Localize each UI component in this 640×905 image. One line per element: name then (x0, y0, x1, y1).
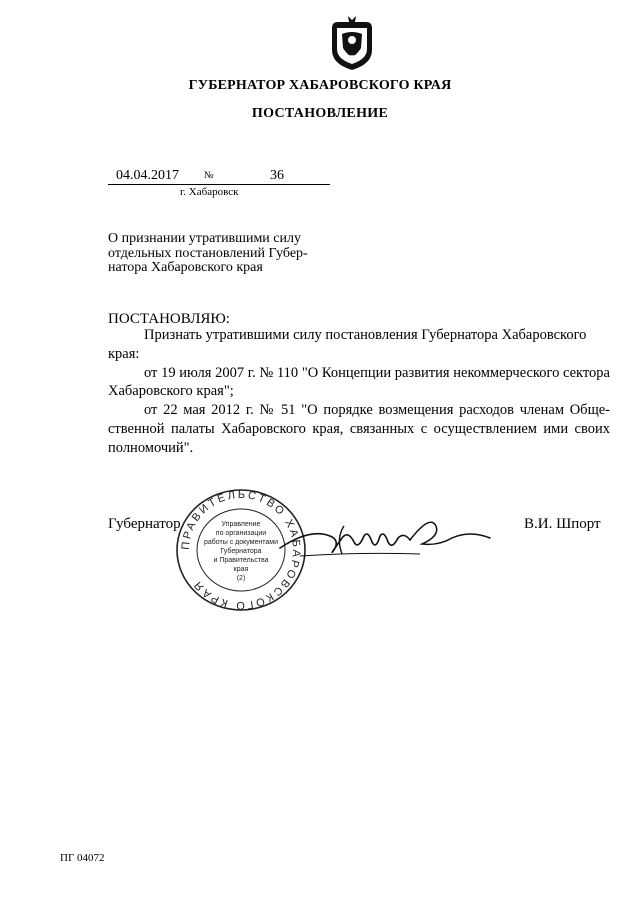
paragraph-3: от 22 мая 2012 г. № 51 "О порядке возмещения расходов членам Обще- ственной палаты Хабаровского края, связанных с осуществлением ими своих полномочий". (108, 402, 610, 456)
paragraph-2: от 19 июля 2007 г. № 110 "О Концепции развития некоммерческого сектора Хабаровского края"; (108, 364, 610, 400)
seal-line-4: Губернатора (220, 548, 262, 555)
paragraph-1-continuation: края: (108, 345, 140, 362)
seal-line-7: (2) (236, 575, 246, 582)
document-body (108, 326, 610, 458)
city-label: г. Хабаровск (180, 186, 239, 198)
document-type: ПОСТАНОВЛЕНИЕ (251, 106, 389, 121)
seal-line-1: Управление (221, 521, 261, 528)
signatory-title: Губернатор (108, 516, 181, 532)
document-subject: О признании утратившими силу отдельных постановлений Губер- натора Хабаровского края (108, 231, 308, 275)
form-code: ПГ 04072 (60, 852, 105, 864)
registration-line (108, 168, 330, 185)
coat-of-arms-emblem (328, 14, 376, 72)
seal-line-2: по организации (215, 530, 267, 537)
seal-ring-text: ПРАВИТЕЛЬСТВО ХАБАРОВСКОГО КРАЯ (179, 488, 303, 612)
issuer-title: ГУБЕРНАТОР ХАБАРОВСКОГО КРАЯ (188, 78, 452, 93)
paragraph-1: Признать утратившими силу постановления Губернатора Хабаровского (144, 327, 587, 343)
seal-line-6: края (233, 566, 249, 573)
number-sign: № (204, 170, 214, 181)
decree-word: ПОСТАНОВЛЯЮ: (108, 311, 230, 327)
signatory-name: В.И. Шпорт (524, 516, 601, 532)
handwritten-signature (270, 508, 495, 564)
seal-line-5: и Правительства (213, 557, 269, 564)
seal-line-3: работы с документами (203, 539, 279, 546)
document-number: 36 (270, 168, 284, 183)
document-date: 04.04.2017 (116, 168, 179, 183)
